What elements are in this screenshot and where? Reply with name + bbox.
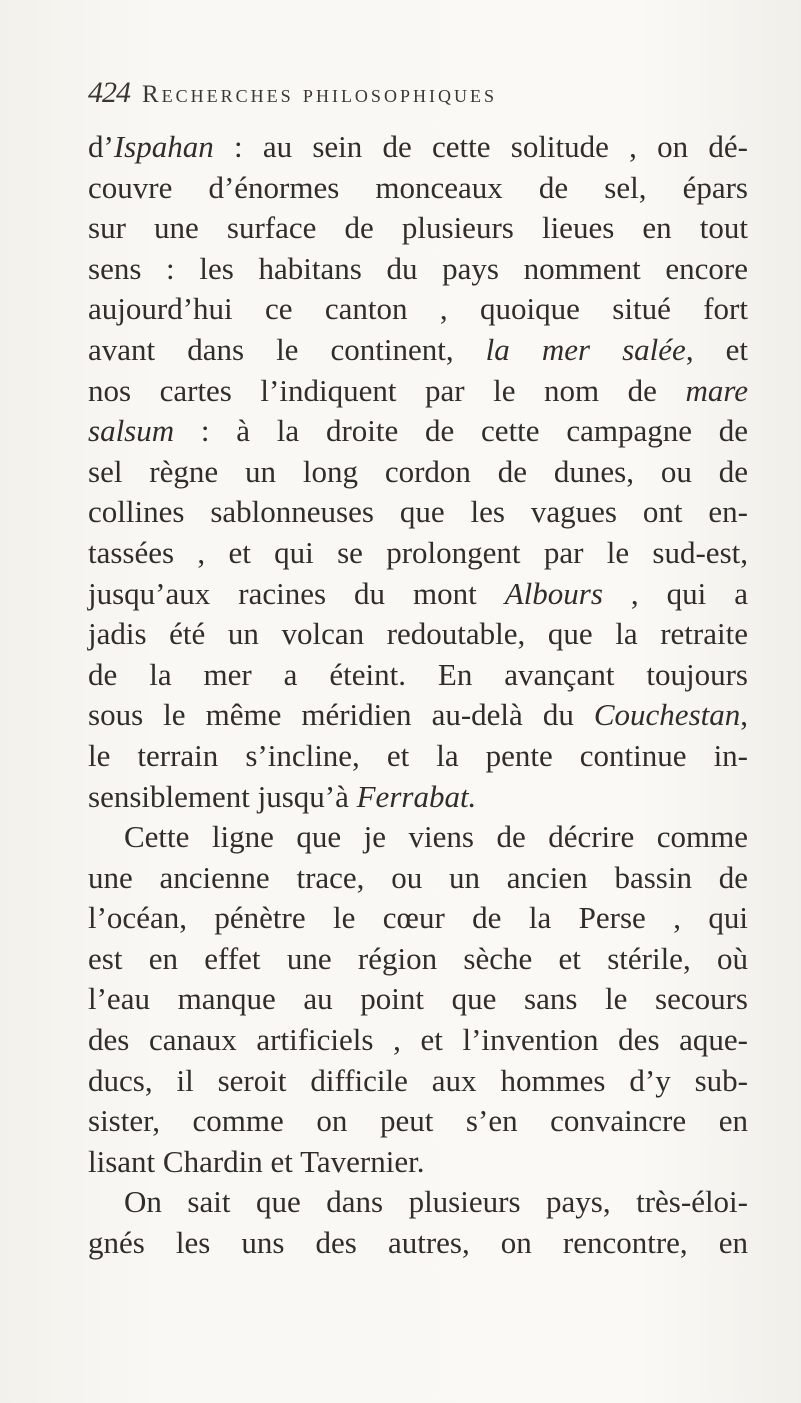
text-segment: On sait que dans plusieurs pays, très-éloi-	[124, 1184, 748, 1220]
text-line	[88, 1223, 748, 1264]
text-line	[88, 979, 748, 1020]
text-segment: des canaux artificiels , et l’invention des aque-	[88, 1022, 748, 1058]
text-line	[88, 411, 748, 452]
text-line	[88, 1020, 748, 1061]
text-segment: le terrain s’incline, et la pente continue in-	[88, 737, 748, 773]
text-segment: collines sablonneuses que les vagues ont en-	[88, 494, 748, 530]
italic-text: Ispahan	[113, 129, 214, 164]
text-segment: ,	[740, 697, 748, 733]
text-line	[88, 330, 748, 371]
text-segment: une ancienne trace, ou un ancien bassin de	[88, 859, 748, 895]
text-line	[88, 249, 748, 290]
text-line	[88, 1101, 748, 1142]
text-line	[88, 452, 748, 493]
text-line	[88, 492, 748, 533]
body-text	[88, 127, 748, 1264]
italic-text: Ferrabat.	[356, 778, 477, 814]
text-segment: aujourd’hui ce canton , quoique situé fort	[88, 291, 748, 327]
text-segment: sur une surface de plusieurs lieues en tout	[88, 210, 748, 246]
text-segment: ducs, il seroit difficile aux hommes d’y sub-	[88, 1062, 748, 1098]
text-segment: sous le même méridien au-delà du	[88, 697, 594, 733]
text-segment: l’eau manque au point que sans le secours	[88, 981, 748, 1017]
text-segment: sensiblement jusqu’à	[88, 778, 357, 814]
text-segment: de la mer a éteint. En avançant toujours	[88, 656, 748, 692]
text-line	[88, 1182, 748, 1223]
text-line	[88, 1142, 748, 1183]
text-line	[88, 858, 748, 899]
text-segment: lisant Chardin et Tavernier.	[88, 1143, 425, 1179]
text-line	[88, 898, 748, 939]
page-number: 424	[88, 76, 130, 109]
text-line	[88, 127, 748, 168]
running-head	[88, 76, 718, 116]
text-line	[88, 614, 748, 655]
text-segment: d’	[88, 129, 114, 164]
text-segment: gnés les uns des autres, on rencontre, en	[88, 1225, 748, 1261]
text-segment: sister, comme on peut s’en convaincre en	[88, 1103, 748, 1139]
text-line	[88, 736, 748, 777]
text-line	[88, 1061, 748, 1102]
text-segment: : à la droite de cette campagne de	[174, 413, 748, 449]
text-line	[88, 939, 748, 980]
text-segment: est en effet une région sèche et stérile, où	[88, 940, 748, 976]
italic-text: salsum	[88, 413, 175, 449]
text-segment: Cette ligne que je viens de décrire comme	[124, 819, 748, 855]
text-line	[88, 695, 748, 736]
italic-text: mare	[685, 372, 748, 408]
text-line	[88, 777, 748, 818]
text-line	[88, 533, 748, 574]
text-segment: , et	[685, 331, 748, 367]
text-line	[88, 208, 748, 249]
text-segment: sel règne un long cordon de dunes, ou de	[88, 453, 748, 489]
text-segment: jadis été un volcan redoutable, que la retraite	[88, 616, 748, 652]
text-segment: nos cartes l’indiquent par le nom de	[88, 372, 686, 408]
text-segment: l’océan, pénètre le cœur de la Perse , qui	[88, 900, 748, 936]
text-segment: avant dans le continent,	[88, 331, 486, 367]
text-line	[88, 371, 748, 412]
text-segment: sens : les habitans du pays nomment encore	[88, 250, 748, 286]
text-line	[88, 168, 748, 209]
italic-text: Albours	[504, 575, 603, 611]
text-segment: , qui a	[602, 575, 748, 611]
italic-text: la mer salée	[485, 331, 686, 367]
italic-text: Couchestan	[593, 697, 741, 733]
running-title: Recherches philosophiques	[142, 81, 497, 108]
text-segment: : au sein de cette solitude , on dé-	[213, 129, 748, 164]
text-segment: jusqu’aux racines du mont	[88, 575, 505, 611]
text-segment: tassées , et qui se prolongent par le sud-est,	[88, 534, 748, 570]
text-line	[88, 289, 748, 330]
text-line	[88, 655, 748, 696]
text-line	[88, 817, 748, 858]
text-line	[88, 574, 748, 615]
text-segment: couvre d’énormes monceaux de sel, épars	[88, 169, 748, 205]
